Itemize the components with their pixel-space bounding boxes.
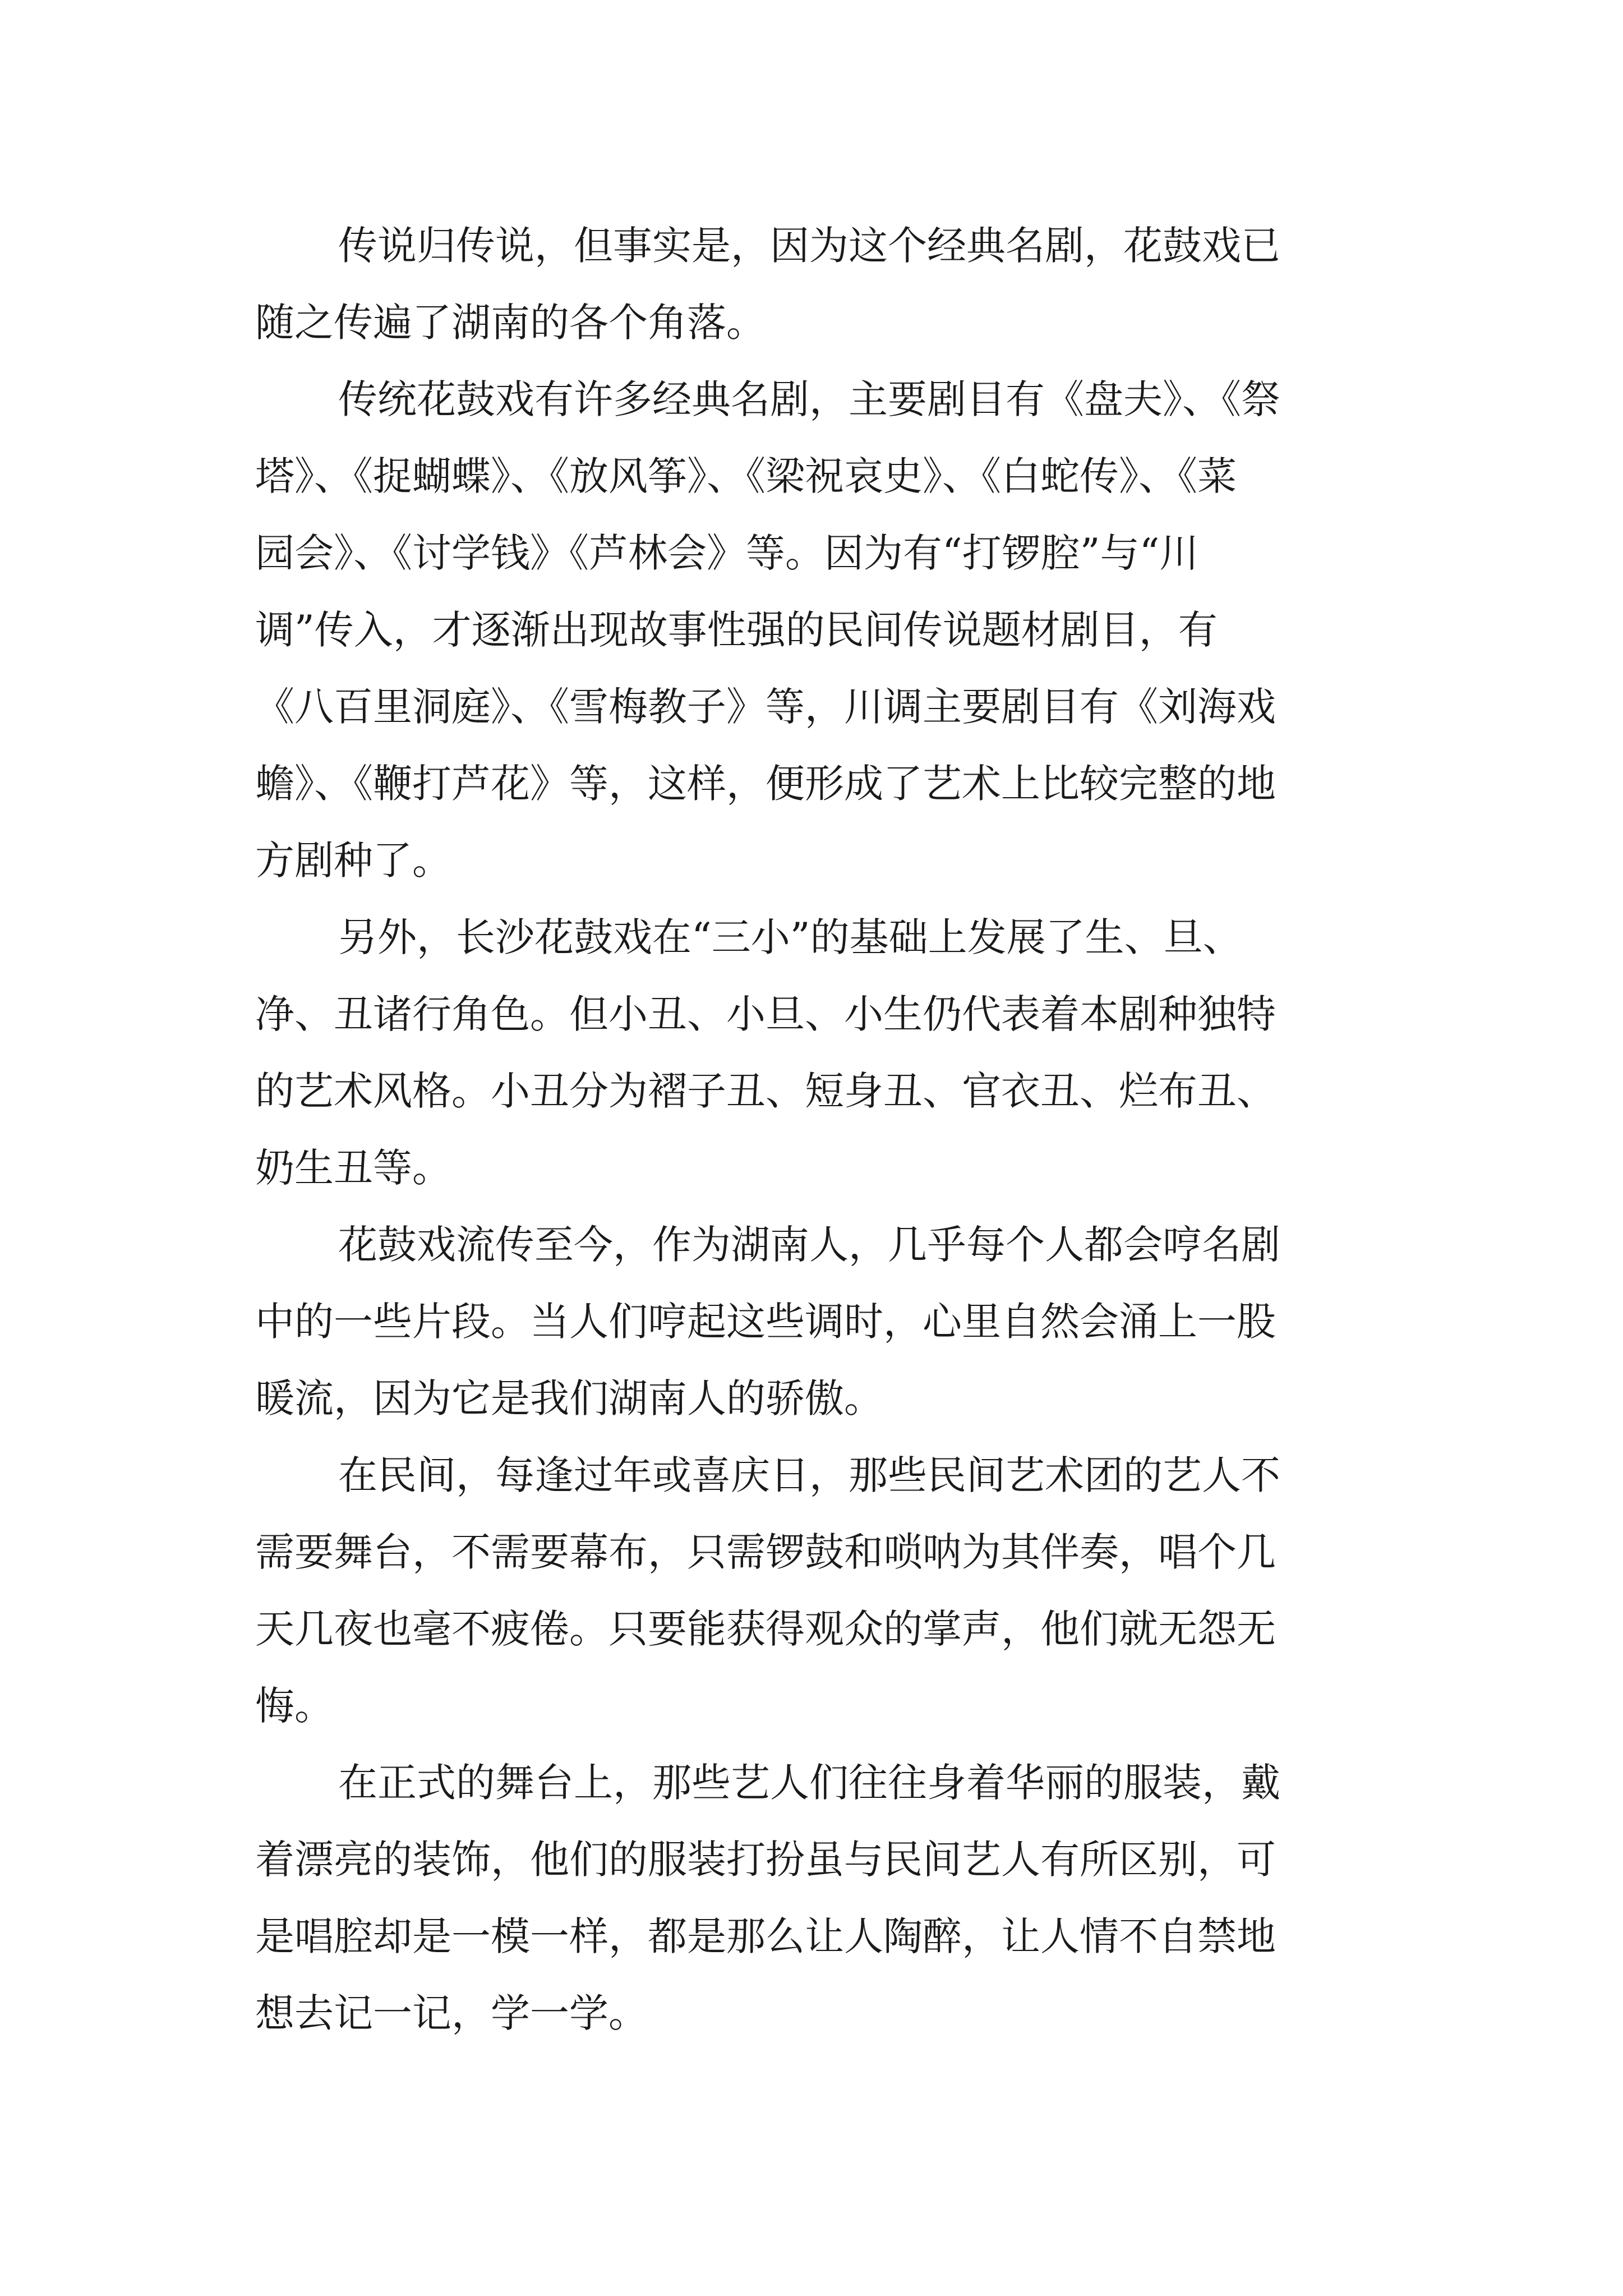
text-line: 在民间，每逢过年或喜庆日，那些民间艺术团的艺人不: [338, 1452, 1280, 1498]
text-line: 传统花鼓戏有许多经典名剧，主要剧目有《盘夫》、《祭: [338, 376, 1280, 422]
text-line: 花鼓戏流传至今，作为湖南人，几乎每个人都会哼名剧: [338, 1222, 1280, 1268]
text-line: 方剧种了。: [255, 838, 451, 884]
text-line: 想去记一记，学一学。: [255, 1990, 648, 2036]
text-line: 传说归传说，但事实是，因为这个经典名剧，花鼓戏已: [338, 223, 1280, 269]
text-line: 净、丑诸行角色。但小丑、小旦、小生仍代表着本剧种独特: [255, 991, 1276, 1037]
text-line: 悔。: [255, 1683, 334, 1729]
text-line: 蟾》、《鞭打芦花》等，这样，便形成了艺术上比较完整的地: [255, 761, 1276, 807]
body-text: [255, 208, 1405, 2052]
text-line: 的艺术风格。小丑分为褶子丑、短身丑、官衣丑、烂布丑、: [255, 1068, 1276, 1114]
text-line: 着漂亮的装饰，他们的服装打扮虽与民间艺人有所区别，可: [255, 1837, 1276, 1883]
text-line: 园会》、《讨学钱》《芦林会》等。因为有“打锣腔”与“川: [255, 530, 1199, 576]
text-line: 中的一些片段。当人们哼起这些调时，心里自然会涌上一股: [255, 1299, 1276, 1345]
text-line: 塔》、《捉蝴蝶》、《放风筝》、《梁祝哀史》、《白蛇传》、《菜: [255, 453, 1237, 499]
text-line: 在正式的舞台上，那些艺人们往往身着华丽的服装，戴: [338, 1760, 1280, 1806]
text-line: 随之传遍了湖南的各个角落。: [255, 300, 766, 346]
text-line: 另外，长沙花鼓戏在“三小”的基础上发展了生、旦、: [338, 914, 1242, 960]
text-line: 是唱腔却是一模一样，都是那么让人陶醉，让人情不自禁地: [255, 1913, 1276, 1959]
text-line: 调”传入，才逐渐出现故事性强的民间传说题材剧目，有: [255, 607, 1218, 653]
text-line: 暖流，因为它是我们湖南人的骄傲。: [255, 1375, 883, 1421]
text-line: 《八百里洞庭》、《雪梅教子》等，川调主要剧目有《刘海戏: [255, 684, 1276, 730]
text-line: 天几夜也毫不疲倦。只要能获得观众的掌声，他们就无怨无: [255, 1606, 1276, 1652]
text-line: 奶生丑等。: [255, 1145, 451, 1191]
text-line: 需要舞台，不需要幕布，只需锣鼓和唢呐为其伴奏，唱个几: [255, 1529, 1276, 1575]
